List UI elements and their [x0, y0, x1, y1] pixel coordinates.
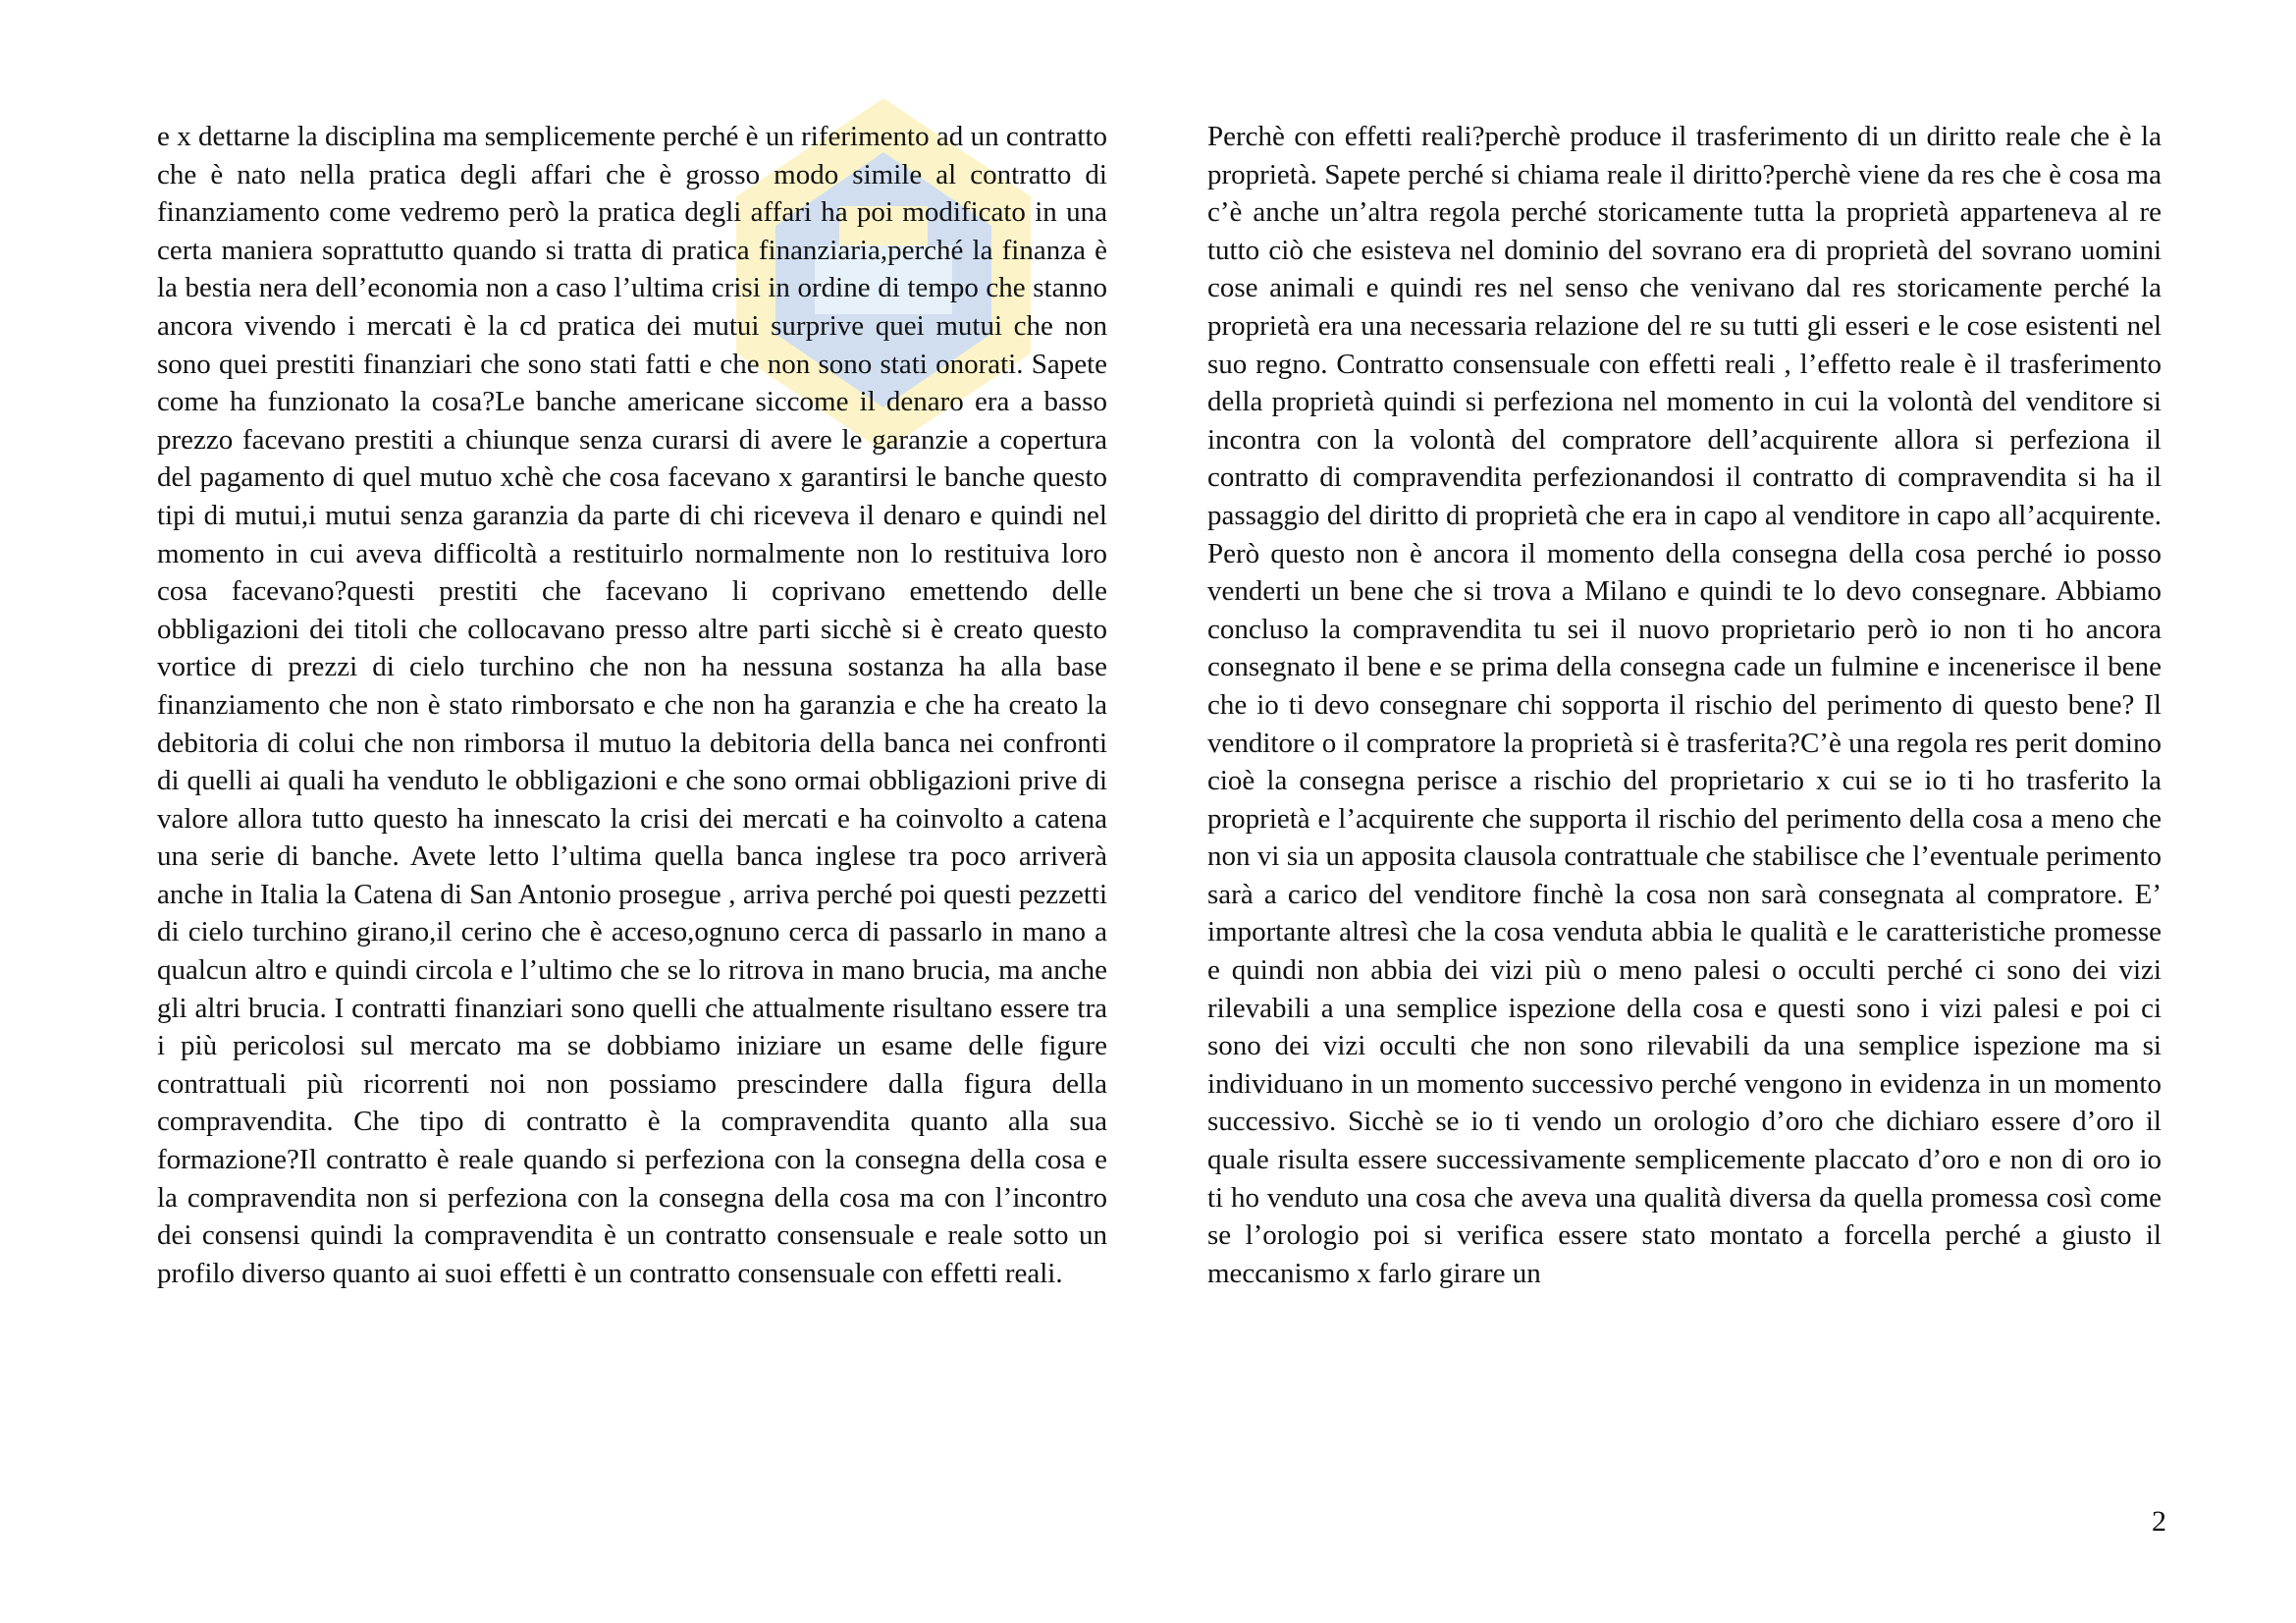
left-column-paragraph: e x dettarne la disciplina ma semplicemente perché è un riferimento ad un contratto che è nato nella pratica degli affari che è grosso modo simile al contratto di finanziamento come vedremo però la pratica degli affari ha poi modificato in una certa maniera soprattutto quando si tratta di pratica finanziaria,perché la finanza è la bestia nera dell’economia non a caso l’ultima crisi in ordine di tempo che stanno ancora vivendo i mercati è la cd pratica dei mutui surprive quei mutui che non sono quei prestiti finanziari che sono stati fatti e che non sono stati onorati. Sapete come ha funzionato la cosa?Le banche americane siccome il denaro era a basso prezzo facevano prestiti a chiunque senza curarsi di avere le garanzie a copertura del pagamento di quel mutuo xchè che cosa facevano x garantirsi le banche questo tipi di mutui,i mutui senza garanzia da parte di chi riceveva il denaro e quindi nel momento in cui aveva difficoltà a restituirlo normalmente non lo restituiva loro cosa facevano?questi prestiti che facevano li coprivano emettendo delle obbligazioni dei titoli che collocavano presso altre parti sicchè si è creato questo vortice di prezzi di cielo turchino che non ha nessuna sostanza ha alla base finanziamento che non è stato rimborsato e che non ha garanzia e che ha creato la debitoria di colui che non rimborsa il mutuo la debitoria della banca nei confronti di quelli ai quali ha venduto le obbligazioni e che sono ormai obbligazioni prive di valore allora tutto questo ha innescato la crisi dei mercati e ha coinvolto a catena una serie di banche. Avete letto l’ultima quella banca inglese tra poco arriverà anche in Italia la Catena di San Antonio prosegue , arriva perché poi questi pezzetti di cielo turchino girano,il cerino che è acceso,ognuno cerca di passarlo in mano a qualcun altro e quindi circola e l’ultimo che se lo ritrova in mano brucia, ma anche gli altri brucia. I contratti finanziari sono quelli che attualmente risultano essere tra i più pericolosi sul mercato ma se dobbiamo iniziare un esame delle figure contrattuali più ricorrenti noi non possiamo prescindere dalla figura della compravendita. Che tipo di contratto è la compravendita quanto alla sua formazione?Il contratto è reale quando si perfeziona con la consegna della cosa e la compravendita non si perfeziona con la consegna della cosa ma con l’incontro dei consensi quindi la compravendita è un contratto consensuale e reale sotto un profilo diverso quanto ai suoi effetti è un contratto consensuale con effetti reali.	[157, 121, 1107, 1289]
right-column-paragraph: Perchè con effetti reali?perchè produce il trasferimento di un diritto reale che è la proprietà. Sapete perché si chiama reale il diritto?perchè viene da res che è cosa ma c’è anche un’altra regola perché storicamente tutta la proprietà apparteneva al re tutto ciò che esisteva nel dominio del sovrano era di proprietà del sovrano uomini cose animali e quindi res nel senso che venivano dal res storicamente perché la proprietà era una necessaria relazione del re su tutti gli esseri e le cose esistenti nel suo regno. Contratto consensuale con effetti reali , l’effetto reale è il trasferimento della proprietà quindi si perfeziona nel momento in cui la volontà del venditore si incontra con la volontà del compratore dell’acquirente allora si perfeziona il contratto di compravendita perfezionandosi il contratto di compravendita si ha il passaggio del diritto di proprietà che era in capo al venditore in capo all’acquirente. Però questo non è ancora il momento della consegna della cosa perché io posso venderti un bene che si trova a Milano e quindi te lo devo consegnare. Abbiamo concluso la compravendita tu sei il nuovo proprietario però io non ti ho ancora consegnato il bene e se prima della consegna cade un fulmine e incenerisce il bene che io ti devo consegnare chi sopporta il rischio del perimento di questo bene? Il venditore o il compratore la proprietà si è trasferita?C’è una regola res perit domino cioè la consegna perisce a rischio del proprietario x cui se io ti ho trasferito la proprietà e l’acquirente che supporta il rischio del perimento della cosa a meno che non vi sia un apposita clausola contrattuale che stabilisce che l’eventuale perimento sarà a carico del venditore finchè la cosa non sarà consegnata al compratore. E’ importante altresì che la cosa venduta abbia le qualità e le caratteristiche promesse e quindi non abbia dei vizi più o meno palesi o occulti perché ci sono dei vizi rilevabili a una semplice ispezione della cosa e questi sono i vizi palesi e poi ci sono dei vizi occulti che non sono rilevabili da una semplice ispezione ma si individuano in un momento successivo perché vengono in evidenza in un momento successivo. Sicchè se io ti vendo un orologio d’oro che dichiaro essere d’oro il quale risulta essere successivamente semplicemente placcato d’oro e non di oro io ti ho venduto una cosa che aveva una qualità diversa da quella promessa così come se l’orologio poi si verifica essere stato montato a forcella perché a giusto il meccanismo x farlo girare un	[1207, 121, 2162, 1289]
right-text-column	[1207, 118, 2162, 1292]
left-text-column	[157, 118, 1107, 1292]
page-number: 2	[2152, 1505, 2166, 1538]
